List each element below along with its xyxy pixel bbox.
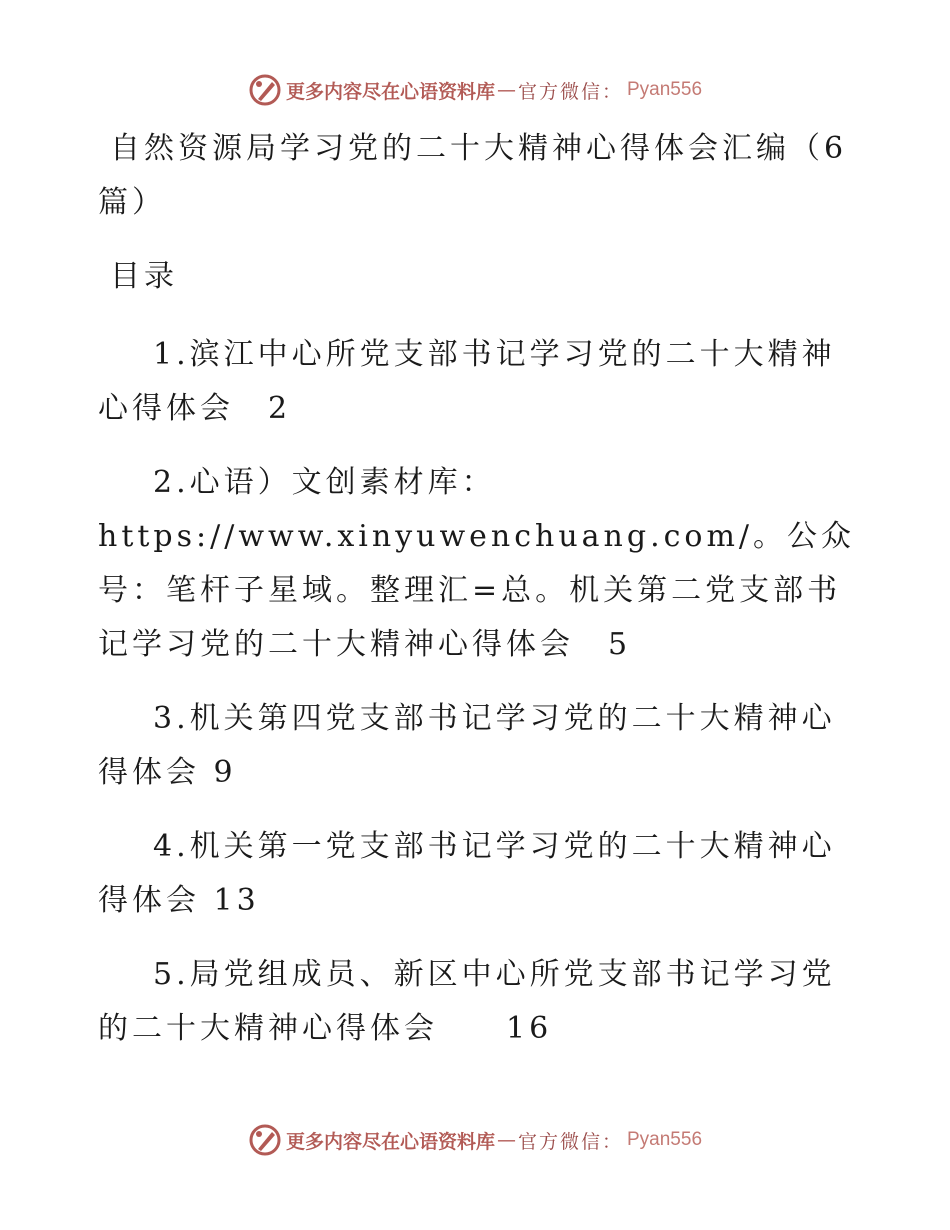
toc-item: 1.滨江中心所党支部书记学习党的二十大精神心得体会 2 xyxy=(98,337,836,426)
document-title: 自然资源局学习党的二十大精神心得体会汇编（6篇） xyxy=(98,131,848,220)
watermark-separator: — xyxy=(496,79,516,101)
watermark-banner-top xyxy=(0,70,950,110)
watermark-text: 更多内容尽在心语资料库 xyxy=(285,80,495,103)
document-body xyxy=(98,122,858,1076)
watermark-wechat-id: Pyan556 xyxy=(627,79,703,100)
toc-item: 3.机关第四党支部书记学习党的二十大精神心得体会 9 xyxy=(98,701,836,790)
toc-item: 5.局党组成员、新区中心所党支部书记学习党的二十大精神心得体会 16 xyxy=(98,957,836,1046)
toc-item: 4.机关第一党支部书记学习党的二十大精神心得体会 13 xyxy=(98,829,836,918)
toc-item: 2.心语）文创素材库：https://www.xinyuwenchuang.com/。公众号：笔杆子星域。整理汇=总。机关第二党支部书记学习党的二十大精神心得体会 5 xyxy=(98,465,856,662)
watermark-wechat-label: 官方微信： xyxy=(517,1130,623,1153)
pen-logo-icon xyxy=(248,73,282,107)
watermark-banner-bottom xyxy=(0,1120,950,1160)
watermark-wechat-id: Pyan556 xyxy=(627,1129,703,1150)
pen-logo-icon xyxy=(248,1123,282,1157)
watermark-text: 更多内容尽在心语资料库 xyxy=(285,1130,495,1153)
toc-heading: 目录 xyxy=(110,259,178,294)
watermark-wechat-label: 官方微信： xyxy=(517,80,623,103)
watermark-separator: — xyxy=(496,1129,516,1151)
